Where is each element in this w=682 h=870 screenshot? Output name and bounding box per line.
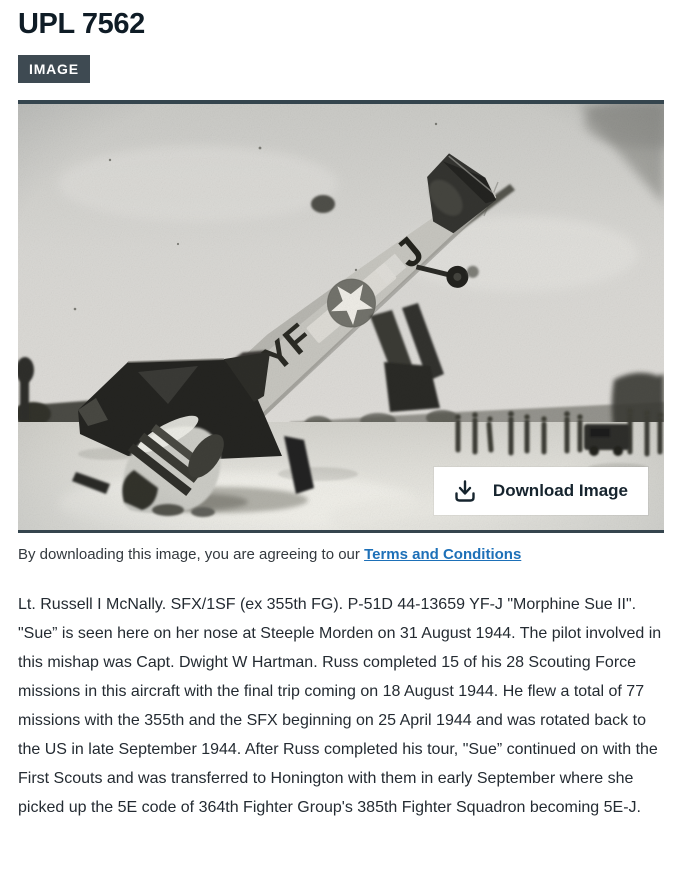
download-image-button[interactable]	[434, 467, 648, 515]
photo-figure	[18, 100, 664, 533]
download-button-label: Download Image	[492, 481, 628, 501]
image-description: Lt. Russell I McNally. SFX/1SF (ex 355th FG). P-51D 44-13659 YF-J "Morphine Sue II". "Sue” is seen here on her nose at Steeple Morden on 31 August 1944. The pilot involved in this mishap was Capt. Dwight W Hartman. Russ completed 15 of his 28 Scouting Force missions in this aircraft with the final trip coming on 18 August 1944. He flew a total of 77 missions with the 355th and the SFX beginning on 25 April 1944 and was rotated back to the US in late September 1944. After Russ completed his tour, "Sue” continued on with the First Scouts and was transferred to Honington with them in early September where she picked up the 5E code of 364th Fighter Group's 385th Fighter Squadron becoming 5E-J.	[18, 596, 662, 817]
download-disclaimer	[18, 546, 664, 563]
image-detail-page	[0, 8, 682, 822]
download-icon	[452, 478, 478, 504]
terms-and-conditions-link[interactable]: Terms and Conditions	[364, 546, 522, 564]
disclaimer-text: By downloading this image, you are agreeing to our	[18, 546, 365, 564]
page-title: UPL 7562	[18, 8, 145, 40]
media-type-badge: IMAGE	[18, 55, 90, 83]
